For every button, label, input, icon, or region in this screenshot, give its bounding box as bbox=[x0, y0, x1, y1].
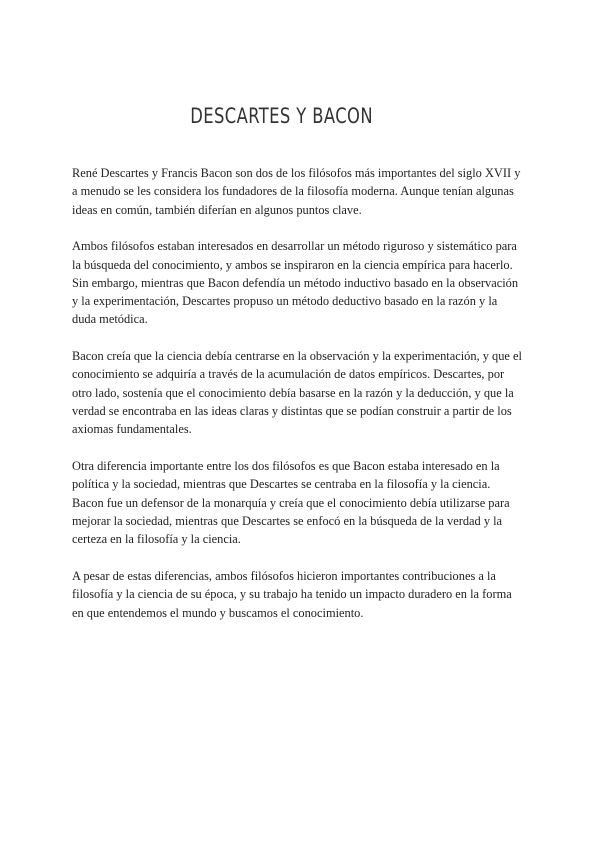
document-title: DESCARTES Y BACON bbox=[190, 104, 373, 128]
paragraph-conclusion: A pesar de estas diferencias, ambos filósofos hicieron importantes contribuciones a la filosofía y la ciencia de su época, y su trabajo ha tenido un impacto duradero en la forma en que entendemos el mundo y buscamos el conocimiento. bbox=[72, 568, 512, 620]
paragraph-intro: René Descartes y Francis Bacon son dos de los filósofos más importantes del siglo XVII y a menudo se les considera los fundadores de la filosofía moderna. Aunque tenían algunas ideas en común, también diferían en algunos puntos clave. bbox=[72, 166, 521, 217]
document-body bbox=[72, 164, 524, 640]
paragraph-politics: Otra diferencia importante entre los dos filósofos es que Bacon estaba interesado en la política y la sociedad, mientras que Descartes se centraba en la filosofía y la ciencia. Bacon fue un defensor de la monarquía y creía que el conocimiento debía utilizarse para mejorar la sociedad, mientras que Descartes se enfocó en la búsqueda de la verdad y la certeza en la filosofía y la ciencia. bbox=[72, 459, 510, 547]
paragraph-method: Ambos filósofos estaban interesados en desarrollar un método riguroso y sistemático para la búsqueda del conocimiento, y ambos se inspiraron en la ciencia empírica para hacerlo. Sin embargo, mientras que Bacon defendía un método inductivo basado en la observación y la experimentación, Descartes propuso un método deductivo basado en la razón y la duda metódica. bbox=[72, 239, 519, 327]
paragraph-bacon-science: Bacon creía que la ciencia debía centrarse en la observación y la experimentación, y que el conocimiento se adquiría a través de la acumulación de datos empíricos. Descartes, por otro lado, sostenía que el conocimiento debía basarse en la razón y la deducción, y que la verdad se encontraba en las ideas claras y distintas que se podían construir a partir de los axiomas fundamentales. bbox=[72, 349, 522, 437]
